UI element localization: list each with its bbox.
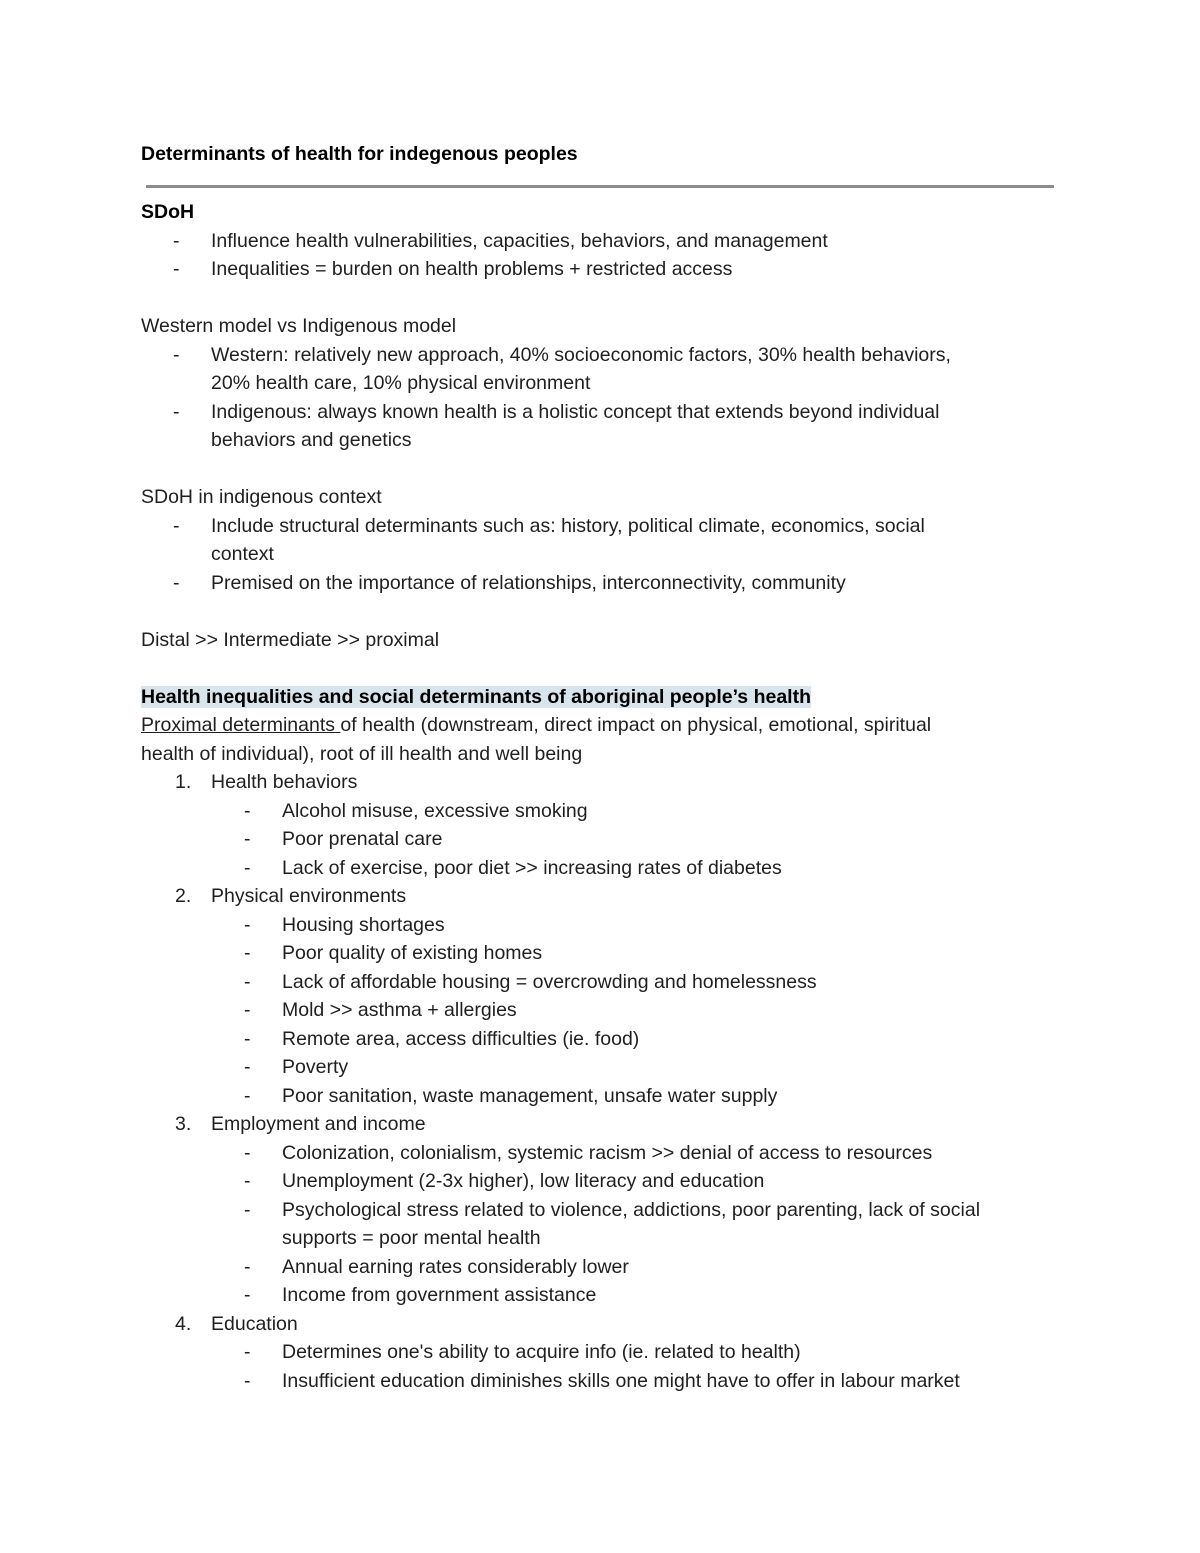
sub-bullet-item: - Annual earning rates considerably lower [141,1253,1071,1282]
sub-bullet-item: - Remote area, access difficulties (ie. food) [141,1025,1071,1054]
document-title: Determinants of health for indegenous peoples [141,143,578,165]
bullet-marker: - [173,400,180,423]
intro-paragraph-line: Proximal determinants of health (downstream, direct impact on physical, emotional, spiritual [141,714,932,736]
bullet-item: - Indigenous: always known health is a holistic concept that extends beyond individual [141,398,1071,427]
bullet-marker: - [244,799,251,822]
numbered-item: 1. Health behaviors [141,768,1071,797]
bullet-marker: - [244,970,251,993]
numbered-item: 3. Employment and income [141,1110,1071,1139]
sub-bullet-item: - Poor quality of existing homes [141,939,1071,968]
bullet-marker: - [173,229,180,252]
bullet-marker: - [244,1084,251,1107]
bullet-marker: - [244,1170,251,1192]
sub-bullet-item: - Lack of affordable housing = overcrowding and homelessness [141,968,1071,997]
bullet-marker: - [244,1341,251,1363]
determinants-chain: Distal >> Intermediate >> proximal [141,628,440,651]
bullet-marker: - [244,1141,251,1164]
bullet-item: - Influence health vulnerabilities, capacities, behaviors, and management [141,227,1071,256]
sub-bullet-item: - Poverty [141,1053,1071,1082]
intro-paragraph-line: health of individual), root of ill health and well being [141,742,583,765]
horizontal-rule [146,185,1054,188]
bullet-marker: - [244,1027,251,1050]
bullet-marker: - [173,514,180,537]
item-number: 4. [175,1312,192,1335]
bullet-marker: - [244,1198,251,1221]
bullet-item: - Inequalities = burden on health problems + restricted access [141,255,1071,284]
bullet-marker: - [244,856,251,879]
numbered-item: 4. Education [141,1310,1071,1339]
bullet-marker: - [244,942,251,964]
bullet-marker: - [244,1284,251,1306]
sub-bullet-item: - Determines one's ability to acquire info (ie. related to health) [141,1338,1071,1367]
underlined-term: Proximal determinants [141,714,341,736]
bullet-marker: - [244,913,251,936]
sub-bullet-item: - Alcohol misuse, excessive smoking [141,797,1071,826]
bullet-item: - Include structural determinants such as: history, political climate, economics, social [141,512,1071,541]
bullet-marker: - [244,828,251,850]
bullet-continuation: supports = poor mental health [282,1227,541,1249]
sub-bullet-item: - Income from government assistance [141,1281,1071,1310]
bullet-marker: - [244,1255,251,1278]
sub-bullet-item: - Housing shortages [141,911,1071,940]
sub-bullet-item: - Poor prenatal care [141,825,1071,854]
sub-bullet-item: - Lack of exercise, poor diet >> increasing rates of diabetes [141,854,1071,883]
numbered-item: 2. Physical environments [141,882,1071,911]
section-heading-models: Western model vs Indigenous model [141,315,457,337]
bullet-marker: - [244,999,251,1021]
section-heading-sdoh: SDoH [141,201,195,223]
sub-bullet-item: - Unemployment (2-3x higher), low literacy and education [141,1167,1071,1196]
sub-bullet-item: - Insufficient education diminishes skills one might have to offer in labour market [141,1367,1071,1396]
sub-bullet-item: - Psychological stress related to violence, addictions, poor parenting, lack of social [141,1196,1071,1225]
bullet-continuation: 20% health care, 10% physical environment [211,372,591,394]
sub-bullet-item: - Colonization, colonialism, systemic racism >> denial of access to resources [141,1139,1071,1168]
sub-bullet-item: - Mold >> asthma + allergies [141,996,1071,1025]
bullet-marker: - [173,343,180,366]
bullet-marker: - [244,1369,251,1392]
document-body [141,198,1071,1395]
item-number: 3. [175,1113,192,1135]
section-heading-context: SDoH in indigenous context [141,486,382,508]
highlighted-heading: Health inequalities and social determinants of aboriginal people’s health [141,685,811,708]
bullet-item: - Premised on the importance of relationships, interconnectivity, community [141,569,1071,598]
bullet-marker: - [173,571,180,594]
sub-bullet-item: - Poor sanitation, waste management, unsafe water supply [141,1082,1071,1111]
item-number: 2. [175,885,192,907]
bullet-continuation: behaviors and genetics [211,429,412,451]
section-heading-inequalities [141,683,1071,712]
item-number: 1. [175,771,192,793]
bullet-marker: - [173,258,180,280]
bullet-continuation: context [211,543,274,565]
bullet-marker: - [244,1056,251,1078]
bullet-item: - Western: relatively new approach, 40% socioeconomic factors, 30% health behaviors, [141,341,1071,370]
